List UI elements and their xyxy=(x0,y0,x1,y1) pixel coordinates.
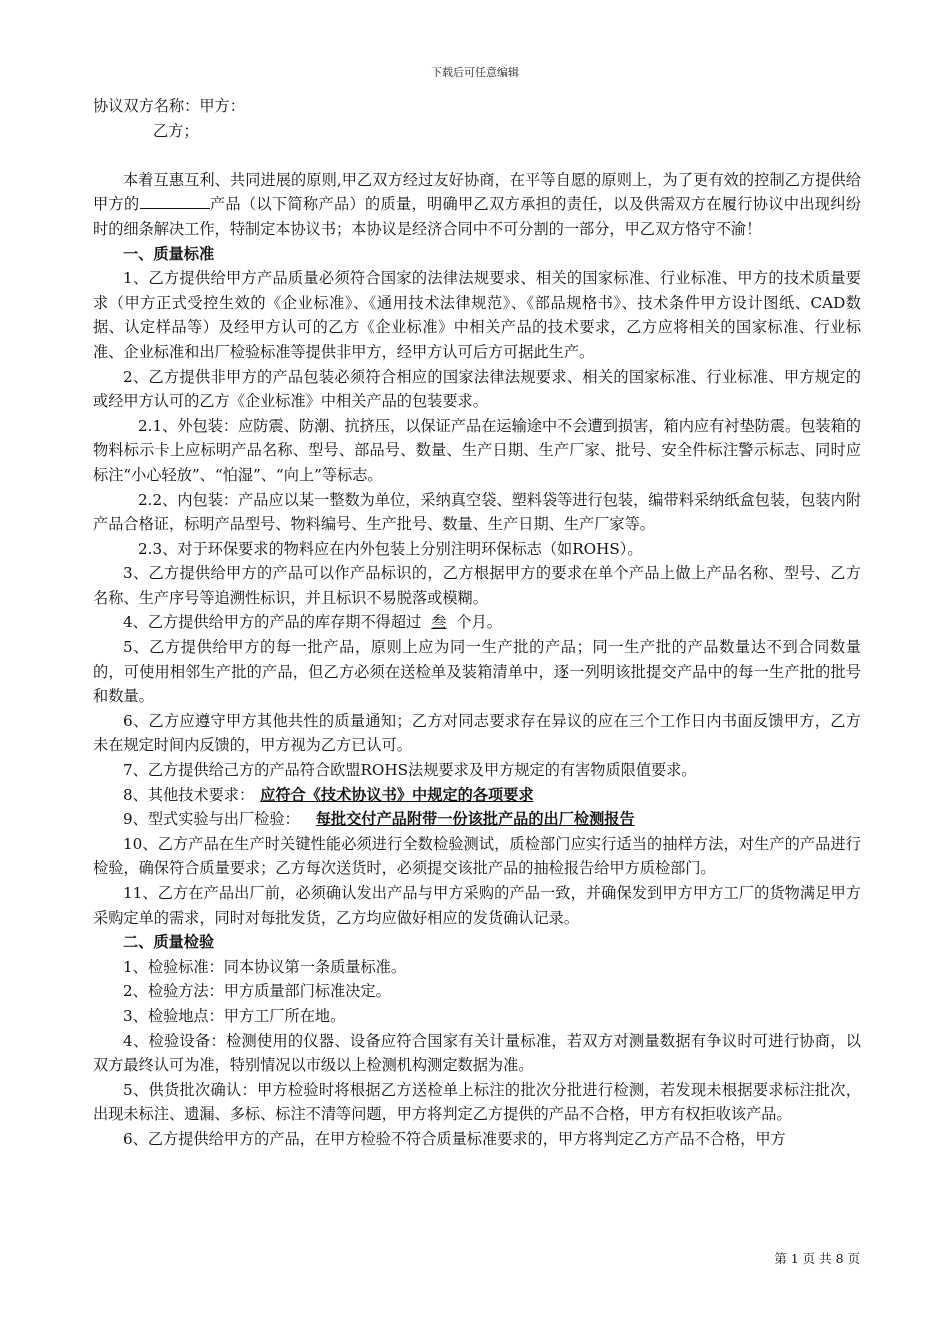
intro-text-2: 产品（以下简称产品）的质量，明确甲乙双方承担的责任，以及供需双方在履行协议中出现纠纷时的细条解决工作，特制定本协议书；本协议是经济合同中不可分割的一部分，甲乙双方恪守不渝！ xyxy=(93,195,862,238)
clause-8-label: 8、其他技术要求： xyxy=(123,785,255,804)
clause-7: 7、乙方提供给己方的产品符合欧盟ROHS法规要求及甲方规定的有害物质限值要求。 xyxy=(123,761,697,780)
inspection-6: 6、乙方提供给甲方的产品，在甲方检验不符合质量标准要求的，甲方将判定乙方产品不合格，甲方 xyxy=(123,1129,786,1148)
type-test-value: 每批交付产品附带一份该批产品的出厂检测报告 xyxy=(315,810,635,829)
clause-1: 1、乙方提供给甲方产品质量必须符合国家的法律法规要求、相关的国家标准、行业标准、甲方的技术质量要求（甲方正式受控生效的《企业标准》、《通用技术法律规范》、《部品规格书》、技术条件甲方设计图纸、CAD数据、认定样品等）及经甲方认可的乙方《企业标准》中相关产品的技术要求，乙方应将相关的国家标准、行业标准、企业标准和出厂检验标准等提供非甲方，经甲方认可后方可据此生产。 xyxy=(93,269,861,361)
section-1-heading: 一、质量标准 xyxy=(123,244,215,263)
clause-11: 11、乙方在产品出厂前，必须确认发出产品与甲方采购的产品一致，并确保发到甲方甲方工厂的货物满足甲方采购定单的需求，同时对每批发货，乙方均应做好相应的发货确认记录。 xyxy=(93,884,861,927)
inspection-4: 4、检验设备：检测使用的仪器、设备应符合国家有关计量标准，若双方对测量数据有争议时可进行协商，以双方最终认可为准，特别情况以市级以上检测机构测定数据为准。 xyxy=(93,1031,861,1075)
clause-2-1: 2.1、外包装：应防震、防潮、抗挤压，以保证产品在运输途中不会遭到损害，箱内应有衬垫防震。包装箱的物料标示卡上应标明产品名称、型号、部品号、数量、生产日期、生产厂家、批号、安全件标注警示标志、同时应标注“小心轻放”、“怕湿”、“向上”等标志。 xyxy=(93,416,861,484)
clause-9 xyxy=(93,807,861,832)
intro-paragraph xyxy=(93,168,861,242)
clause-5: 5、乙方提供给甲方的每一批产品，原则上应为同一生产批的产品；同一生产批的产品数量达不到合同数量的，可使用相邻生产批的产品，但乙方必须在送检单及装箱清单中，逐一列明该批提交产品中的每一生产批的批号和数量。 xyxy=(93,638,861,706)
party-b-line: 乙方； xyxy=(153,121,199,140)
party-a-line: 协议双方名称：甲方： xyxy=(93,97,245,115)
blank-line xyxy=(93,143,861,168)
clause-3: 3、乙方提供给甲方的产品可以作产品标识的，乙方根据甲方的要求在单个产品上做上产品名称、型号、乙方名称、生产序号等追溯性标识，并且标识不易脱落或模糊。 xyxy=(93,564,861,607)
inspection-5: 5、供货批次确认：甲方检验时将根据乙方送检单上标注的批次分批进行检测，若发现未根据要求标注批次，出现未标注、遗漏、多标、标注不清等问题，甲方将判定乙方提供的产品不合格，甲方有权拒收该产品。 xyxy=(93,1080,861,1124)
document-body xyxy=(93,94,861,1152)
clause-9-label: 9、型式实验与出厂检验： xyxy=(123,810,300,829)
inspection-2: 2、检验方法：甲方质量部门标准决定。 xyxy=(123,982,391,1001)
clause-2-3: 2.3、对于环保要求的物料应在内外包装上分别注明环保标志（如ROHS）。 xyxy=(138,539,643,558)
clause-4-suffix: 个月。 xyxy=(456,613,502,632)
page-number: 第 1 页 共 8 页 xyxy=(774,1251,860,1266)
page-header: 下载后可任意编辑 xyxy=(431,66,519,79)
clause-4 xyxy=(93,610,861,635)
intro-text-1: 本着互惠互利、共同进展的原则,甲乙双方经过友好协商，在平等自愿的原则上，为了更有效的控制乙方提供给甲方的 xyxy=(93,170,861,214)
clause-8 xyxy=(93,783,861,808)
clause-2: 2、乙方提供非甲方的产品包装必须符合相应的国家法律法规要求、相关的国家标准、行业标准、甲方规定的或经甲方认可的乙方《企业标准》中相关产品的包装要求。 xyxy=(93,367,861,411)
storage-months-value: 叁 xyxy=(431,613,447,632)
inspection-1: 1、检验标准：同本协议第一条质量标准。 xyxy=(123,957,407,976)
product-name-blank xyxy=(140,193,210,209)
section-2-heading: 二、质量检验 xyxy=(123,933,215,952)
inspection-3: 3、检验地点：甲方工厂所在地。 xyxy=(123,1006,346,1025)
clause-10: 10、乙方产品在生产时关键性能必须进行全数检验测试，质检部门应实行适当的抽样方法，对生产的产品进行检验，确保符合质量要求；乙方每次送货时，必须提交该批产品的抽检报告给甲方质检部门。 xyxy=(93,834,861,878)
other-tech-requirements-value: 应符合《技术协议书》中规定的各项要求 xyxy=(260,785,534,804)
clause-6: 6、乙方应遵守甲方其他共性的质量通知；乙方对同志要求存在异议的应在三个工作日内书面反馈甲方，乙方未在规定时间内反馈的，甲方视为乙方已认可。 xyxy=(93,711,861,755)
clause-2-2: 2.2、内包装：产品应以某一整数为单位，采纳真空袋、塑料袋等进行包装，编带料采纳纸盒包装，包装内附产品合格证，标明产品型号、物料编号、生产批号、数量、生产日期、生产厂家等。 xyxy=(93,490,861,534)
clause-4-text: 4、乙方提供给甲方的产品的库存期不得超过 xyxy=(123,613,422,632)
